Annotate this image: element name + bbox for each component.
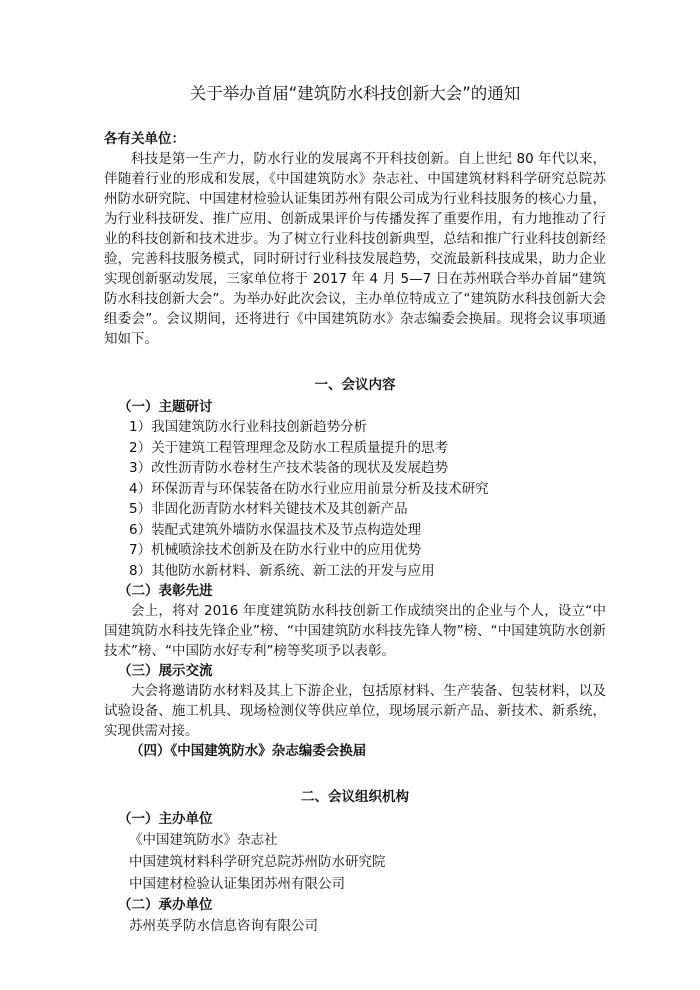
section-heading-content: 一、会议内容 xyxy=(314,377,396,393)
list-item: 中国建材检验认证集团苏州有限公司 xyxy=(129,876,345,892)
addressee: 各有关单位： xyxy=(104,131,185,147)
list-item: 5）非固化沥青防水材料关键技术及其创新产品 xyxy=(129,501,408,517)
hosts-list xyxy=(104,829,606,895)
organizers-list xyxy=(104,915,606,937)
subheading-organizers: （二）承办单位 xyxy=(118,897,213,913)
list-item: 8）其他防水新材料、新系统、新工法的开发与应用 xyxy=(129,562,435,579)
subheading-editorial-board: （四）《中国建筑防水》杂志编委会换届 xyxy=(130,743,367,759)
section-heading-organization: 二、会议组织机构 xyxy=(301,789,409,805)
list-item: 苏州英孚防水信息咨询有限公司 xyxy=(129,918,318,934)
subheading-awards: （二）表彰先进 xyxy=(118,583,213,599)
list-item: 3）改性沥青防水卷材生产技术装备的现状及发展趋势 xyxy=(129,460,449,476)
expo-paragraph: 大会将邀请防水材料及其上下游企业，包括原材料、生产装备、包装材料，以及试验设备、施工机具、现场检测仪等供应单位，现场展示新产品、新技术、新系统，实现供需对接。 xyxy=(104,683,606,739)
list-item: 1）我国建筑防水行业科技创新趋势分析 xyxy=(129,419,368,435)
list-item: 4）环保沥青与环保装备在防水行业应用前景分析及技术研究 xyxy=(129,480,489,497)
list-item: 6）装配式建筑外墙防水保温技术及节点构造处理 xyxy=(129,521,422,538)
topics-list xyxy=(104,417,606,581)
subheading-topics: （一）主题研讨 xyxy=(118,399,213,415)
list-item: 《中国建筑防水》杂志社 xyxy=(129,832,278,848)
document-title: 关于举办首届“建筑防水科技创新大会”的通知 xyxy=(189,84,521,103)
list-item: 中国建筑材料科学研究总院苏州防水研究院 xyxy=(129,854,386,870)
list-item: 2）关于建筑工程管理理念及防水工程质量提升的思考 xyxy=(129,439,449,456)
awards-paragraph: 会上，将对 2016 年度建筑防水科技创新工作成绩突出的企业与个人，设立“中国建筑防水科技先锋企业”榜、“中国建筑防水科技先锋人物”榜、“中国建筑防水创新技术”榜、“中国防水好专利”榜等奖项予以表彰。 xyxy=(104,603,606,659)
subheading-expo: （三）展示交流 xyxy=(118,663,213,679)
subheading-hosts: （一）主办单位 xyxy=(118,811,213,827)
list-item: 7）机械喷涂技术创新及在防水行业中的应用优势 xyxy=(129,542,422,558)
intro-paragraph: 科技是第一生产力，防水行业的发展离不开科技创新。自上世纪 80 年代以来，伴随着行业的形成和发展，《中国建筑防水》杂志社、中国建筑材料科学研究总院苏州防水研究院、中国建材检验认证集团苏州有限公司成为行业科技服务的核心力量，为行业科技研发、推广应用、创新成果评价与传播发挥了重要作用，有力地推动了行业的科技创新和技术进步。为了树立行业科技创新典型，总结和推广行业科技创新经验，完善科技服务模式，同时研讨行业科技发展趋势，交流最新科技成果，助力企业实现创新驱动发展，三家单位将于 2017 年 4 月 5—7 日在苏州联合举办首届“建筑防水科技创新大会”。为举办好此次会议，主办单位特成立了“建筑防水科技创新大会组委会”。会议期间，还将进行《中国建筑防水》杂志编委会换届。现将会议事项通知如下。 xyxy=(104,151,606,347)
